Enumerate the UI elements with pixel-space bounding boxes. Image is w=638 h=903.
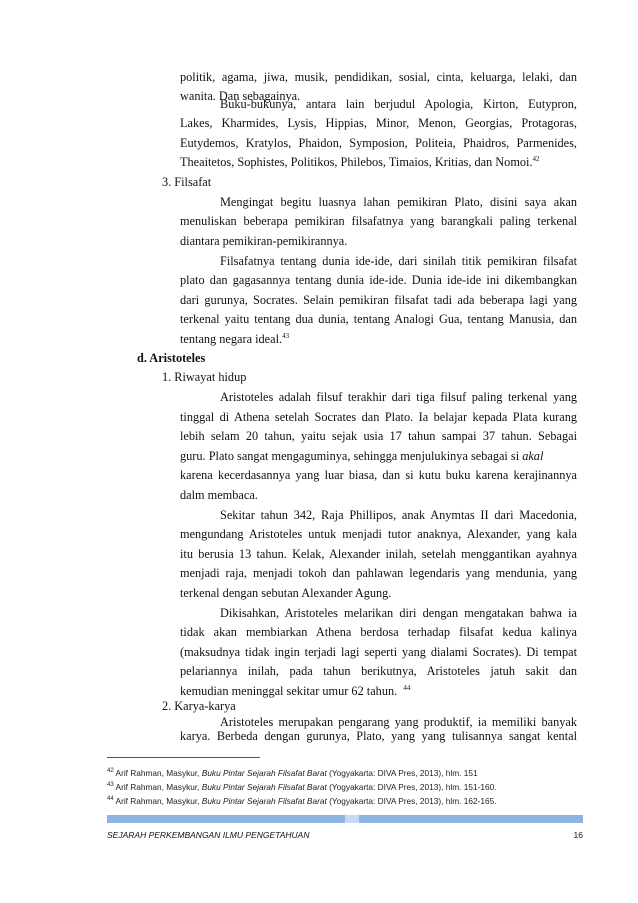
footnote-43 <box>107 782 497 792</box>
text-line: wanita. Dan sebagainya. <box>180 89 301 103</box>
page-number: 16 <box>573 830 583 840</box>
text-span: kemudian meninggal sekitar umur 62 tahun. <box>180 684 398 698</box>
footnote-number: 44 <box>107 796 114 803</box>
text-line: karena kecerdasannya yang luar biasa, dan si kutu buku karena kerajinannya <box>180 468 577 482</box>
footnote-title: Buku Pintar Sejarah Filsafat Barat <box>201 796 327 806</box>
footnote-rule <box>107 757 260 758</box>
text-line: menuliskan beberapa pemikiran filsafatnya yang barangkali paling terkenal <box>180 214 577 228</box>
text-line: pelariannya inilah, pada tahun berikutnya, Aristoteles jatuh sakit dan <box>180 664 577 678</box>
text-line: dalm membaca. <box>180 488 258 502</box>
footnote-title: Buku Pintar Sejarah Filsafat Barat <box>201 782 327 792</box>
text-line: Filsafatnya tentang dunia ide-ide, dari sinilah titik pemikiran filsafat <box>220 254 577 268</box>
text-line: Sekitar tahun 342, Raja Phillipos, anak Anymtas II dari Macedonia, <box>220 508 577 522</box>
footnote-title: Buku Pintar Sejarah Filsafat Barat <box>201 768 327 778</box>
text-line: mengundang Aristoteles untuk menjadi tutor anaknya, Alexander, yang kala <box>180 527 577 541</box>
list-heading-riwayat-hidup: 1. Riwayat hidup <box>162 370 247 384</box>
footnote-rest: (Yogyakarta: DIVA Pres, 2013), hlm. 162-165. <box>329 796 497 806</box>
list-heading-filsafat: 3. Filsafat <box>162 175 212 189</box>
text-line: Mengingat begitu luasnya lahan pemikiran Plato, disini saya akan <box>220 195 577 209</box>
italic-word: akal <box>522 449 544 463</box>
text-line <box>180 685 410 697</box>
text-line: karya. Berbeda dengan gurunya, Plato, yang yang tulisannya sangat kental <box>180 729 577 743</box>
footnote-author: Arif Rahman, Masykur, <box>115 796 200 806</box>
text-line: terkenal dengan sebutan Alexander Agung. <box>180 586 392 600</box>
text-line: dari gurunya, Socrates. Selain pemikiran filsafat tadi ada beberapa lagi yang <box>180 293 577 307</box>
footnote-rest: (Yogyakarta: DIVA Pres, 2013), hlm. 151 <box>329 768 478 778</box>
text-line: Aristoteles merupakan pengarang yang produktif, ia memiliki banyak <box>220 715 577 729</box>
footer-band <box>107 815 583 823</box>
text-line: tidak akan membiarkan Athena berdosa terhadap filsafat kedua kalinya <box>180 625 577 639</box>
footer-band-accent <box>345 815 359 823</box>
text-line: Dikisahkan, Aristoteles melarikan diri dengan mengatakan bahwa ia <box>220 606 577 620</box>
list-heading-karya-karya: 2. Karya-karya <box>162 699 236 713</box>
footer-title: SEJARAH PERKEMBANGAN ILMU PENGETAHUAN <box>107 830 310 840</box>
text-line <box>180 156 540 168</box>
footnote-44 <box>107 796 497 806</box>
text-line: tinggal di Athena setelah Socrates dan Plato. Ia belajar kepada Plata kurang <box>180 410 577 424</box>
text-line: plato dan gagasannya tentang dunia ide-ide. Dunia ide-ide ini dikembangkan <box>180 273 577 287</box>
footnote-ref-43[interactable]: 43 <box>282 331 290 340</box>
text-line: Lakes, Kharmides, Lysis, Hippias, Minor, Menon, Georgias, Protagoras, <box>180 116 577 130</box>
text-span: guru. Plato sangat mengaguminya, sehingga menjulukinya sebagai si <box>180 449 520 463</box>
footnote-42 <box>107 768 478 778</box>
text-line: Aristoteles adalah filsuf terakhir dari tiga filsuf paling terkenal yang <box>220 390 577 404</box>
footnote-author: Arif Rahman, Masykur, <box>115 768 200 778</box>
text-line: lebih selam 20 tahun, yaitu sejak usia 17 tahun sampai 37 tahun. Sebagai <box>180 429 577 443</box>
text-line: (maksudnya tidak ingin terjadi lagi seperti yang dialami Socrates). Di tempat <box>180 645 577 659</box>
text-line: menjadi raja, menjadi tokoh dan pahlawan legendaris yang mendunia, yang <box>180 566 577 580</box>
text-line: itu berusia 13 tahun. Kelak, Alexander inilah, setelah menggantikan ayahnya <box>180 547 577 561</box>
footnote-number: 43 <box>107 782 114 789</box>
footnote-author: Arif Rahman, Masykur, <box>115 782 200 792</box>
text-line: diantara pemikiran-pemikirannya. <box>180 234 348 248</box>
text-line: politik, agama, jiwa, musik, pendidikan, sosial, cinta, keluarga, lelaki, dan <box>180 70 577 84</box>
text-line: terkenal yaitu tentang dua dunia, tentang Analogi Gua, tentang Manusia, dan <box>180 312 577 326</box>
text-line <box>180 333 289 345</box>
footnote-number: 42 <box>107 768 114 775</box>
text-line: Buku-bukunya, antara lain berjudul Apologia, Kirton, Eutypron, <box>220 97 577 111</box>
text-span: tentang negara ideal. <box>180 332 283 346</box>
footnote-ref-44[interactable]: 44 <box>403 683 411 692</box>
footnote-rest: (Yogyakarta: DIVA Pres, 2013), hlm. 151-160. <box>329 782 497 792</box>
footnote-ref-42[interactable]: 42 <box>532 154 540 163</box>
text-span: Theaitetos, Sophistes, Politikos, Philebos, Timaios, Kritias, dan Nomoi. <box>180 155 533 169</box>
text-line <box>180 450 577 462</box>
text-line: Eutydemos, Kratylos, Phaidon, Symposion, Politeia, Phaidros, Parmenides, <box>180 136 577 150</box>
section-heading-aristoteles: d. Aristoteles <box>137 351 206 365</box>
